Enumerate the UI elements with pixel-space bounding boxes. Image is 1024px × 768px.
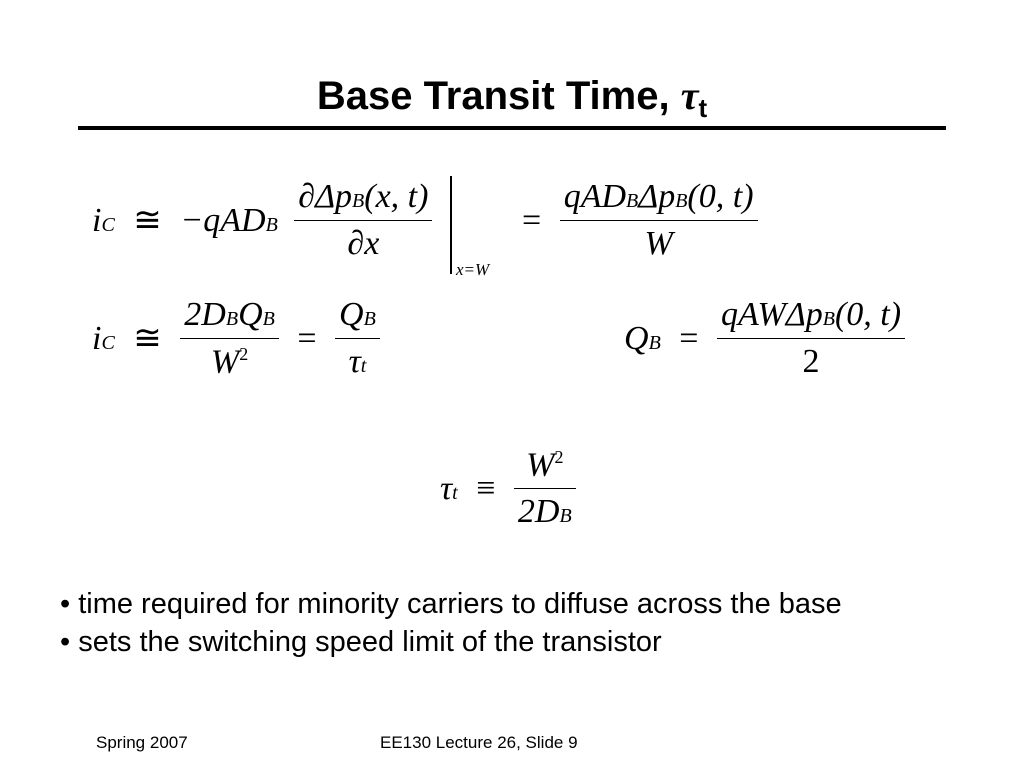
eq2-op2: = (297, 319, 317, 357)
eq3-lhs-sub: B (648, 331, 661, 354)
eq3-fraction (717, 298, 905, 379)
bullet-list (60, 585, 842, 661)
eq1-rden: W (644, 225, 673, 262)
eq2-den-sup: 2 (239, 344, 249, 364)
eq1-rnum-post: (0, t) (687, 178, 754, 215)
eq2-num2-sub: B (363, 308, 376, 331)
eq3-num-post: (0, t) (834, 296, 902, 333)
eq1-op2: = (522, 201, 542, 239)
eq2-num-pre: 2D (184, 296, 226, 333)
eq2-num-mid: Q (238, 296, 263, 333)
equation-base-charge (624, 298, 905, 379)
eq2-lhs-var: i (92, 319, 102, 357)
eq4-fraction (514, 448, 576, 529)
title-symbol: τ (680, 73, 699, 118)
eq2-den2-sub: t (360, 355, 367, 378)
eq1-rnum-sub1: B (626, 190, 639, 212)
equation-transit-time (440, 448, 576, 529)
eq1-evaluation-bar (450, 176, 452, 274)
eq3-den: 2 (802, 343, 820, 380)
eq1-dnum-sub: B (352, 190, 365, 212)
eq4-num-sup: 2 (554, 447, 564, 467)
eq3-num-pre: qAWΔp (720, 296, 823, 333)
eq2-num-sub2: B (262, 308, 275, 330)
eq2-den-var: W (210, 343, 240, 381)
title-underline (78, 126, 946, 130)
eq2-fraction-1 (180, 298, 279, 379)
bullet-item: • time required for minority carriers to diffuse across the base (60, 588, 842, 620)
eq1-rnum-pre: qAD (563, 178, 627, 215)
eq4-op: ≡ (476, 469, 496, 507)
eq1-dnum-post: (x, t) (364, 178, 429, 215)
eq1-lhs-sub: C (101, 213, 115, 236)
eq1-evaluation-label: x=W (456, 260, 490, 279)
eq2-num2-var: Q (339, 296, 364, 334)
title-subscript: t (698, 93, 708, 123)
eq1-rnum-mid: Δp (638, 178, 676, 215)
eq2-den2-var: τ (348, 343, 361, 381)
eq3-num-sub: B (822, 308, 835, 330)
slide-title (0, 72, 1024, 124)
eq4-lhs-var: τ (440, 469, 453, 507)
eq1-lhs-var: i (92, 201, 102, 239)
eq4-den-pre: 2D (517, 493, 560, 531)
eq1-dden: ∂x (347, 225, 380, 262)
eq1-dnum-pre: ∂Δp (298, 178, 353, 215)
footer-date: Spring 2007 (96, 733, 188, 752)
equation-collector-current-gradient (92, 180, 432, 261)
title-text: Base Transit Time, (316, 74, 681, 118)
eq4-num-var: W (526, 446, 555, 484)
eq1-term-prefix: −qAD (180, 201, 266, 239)
footer-slide-info: EE130 Lecture 26, Slide 9 (380, 733, 578, 752)
eq1-op1: ≅ (133, 201, 162, 239)
eq2-lhs-sub: C (101, 331, 115, 354)
eq1-derivative-fraction (294, 180, 432, 261)
eq4-lhs-sub: t (452, 481, 458, 504)
equation-collector-current-charge (92, 298, 380, 379)
eq4-den-sub: B (559, 505, 572, 528)
eq1-term-sub: B (265, 213, 278, 236)
eq2-num-sub1: B (225, 308, 239, 330)
eq3-op: = (679, 319, 699, 357)
eq1-result-fraction (560, 180, 758, 261)
bullet-item: • sets the switching speed limit of the transistor (60, 626, 662, 658)
eq3-lhs-var: Q (624, 319, 649, 357)
eq1-rnum-sub2: B (675, 190, 688, 212)
eq2-op1: ≅ (133, 319, 162, 357)
equation-collector-current-result (512, 180, 758, 261)
eq2-fraction-2 (335, 298, 380, 379)
